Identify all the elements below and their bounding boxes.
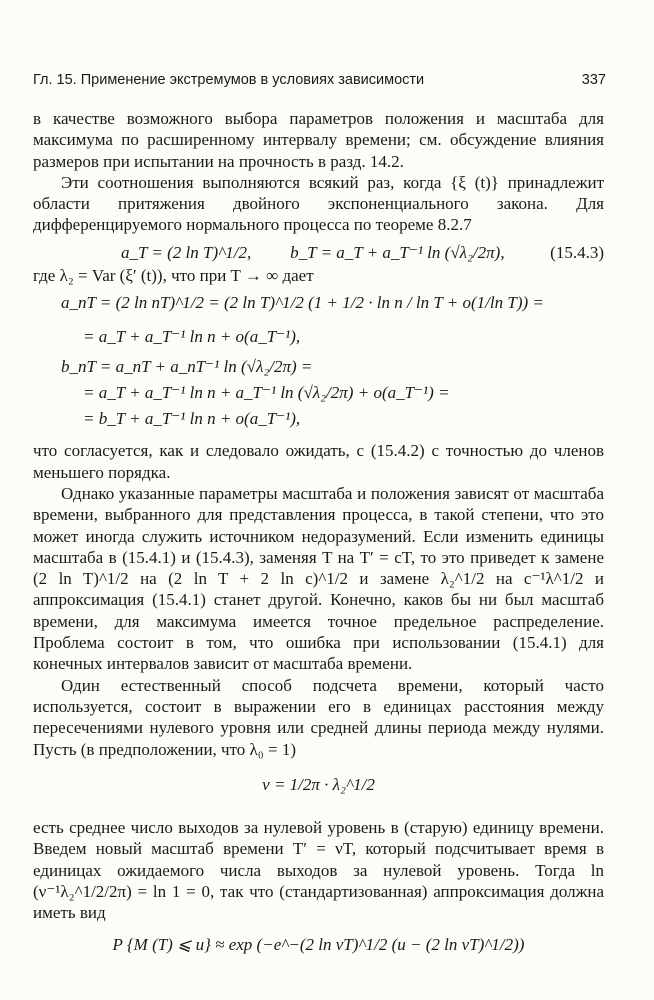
paragraph-4: что согласуется, как и следовало ожидать, с (15.4.2) с точностью до членов меньшего порядка. [33,441,604,482]
equation-line-1: a_nT = (2 ln nT)^1/2 = (2 ln T)^1/2 (1 + 1/2 · ln n / ln T + o(1/ln T)) = [61,293,544,313]
paragraph-6: Один естественный способ подсчета времени, который часто используется, состоит в выражении его в единицах расстояния между пересечениями нулевого уровня или средней длины периода между нулями. Пусть (в предположении, что λ₀ = 1) [33,675,604,759]
equation-block-a-nt [61,292,604,434]
equation-line-5: = b_T + a_T⁻¹ ln n + o(a_T⁻¹), [83,409,301,429]
paragraph-2: Эти соотношения выполняются всякий раз, когда {ξ (t)} принадлежит области притяжения двойного экспоненциального закона. Для дифференцируемого нормального процесса по теореме 8.2.7 [33,172,604,235]
paragraph-7: есть среднее число выходов за нулевой уровень в (старую) единицу времени. Введем новый масштаб времени T′ = νT, который подсчитывает время в единицах ожидаемого числа выходов за нулевой уровень. Тогда ln (ν⁻¹λ₂^1/2/2π) = ln 1 = 0, так что (стандартизованная) аппроксимация должна иметь вид [33,818,604,923]
equation-line-4: = a_T + a_T⁻¹ ln n + a_T⁻¹ ln (√λ₂/2π) + o(a_T⁻¹) = [83,383,450,403]
equation-number: (15.4.3) [550,242,604,262]
page-body [33,108,604,955]
paragraph-5: Однако указанные параметры масштаба и положения зависят от масштаба времени, выбранного для представления процесса, в такой степени, что это может иногда служить источником недоразумений. Если изменить единицы масштаба в (15.4.1) и (15.4.3), заменяя T на T′ = cT, то это приведет к замене (2 ln T)^1/2 на (2 ln T + 2 ln c)^1/2 и замене λ₂^1/2 на c⁻¹λ^1/2 и аппроксимация (15.4.1) станет другой. Конечно, каков бы ни был масштаб времени, для максимума имеется точное предельное распределение. Проблема состоит в том, что ошибка при использовании (15.4.1) для конечных интервалов зависит от масштаба времени. [33,483,604,674]
equation-15-4-3 [33,242,604,263]
equation-approximation: P {M (T) ⩽ u} ≈ exp (−e^−(2 ln νT)^1/2 (u − (2 ln νT)^1/2)) [112,934,525,954]
running-header [33,72,606,88]
equation-line-3: b_nT = a_nT + a_nT⁻¹ ln (√λ₂/2π) = [61,357,313,377]
chapter-title: Гл. 15. Применение экстремумов в условиях зависимости [33,72,425,88]
paragraph-3: где λ₂ = Var (ξ′ (t)), что при T → ∞ дает [33,266,314,286]
equation-a-t: a_T = (2 ln T)^1/2, [121,242,252,262]
paragraph-1: в качестве возможного выбора параметров положения и масштаба для максимума по расширенному интервалу времени; см. обсуждение влияния размеров при испытании на прочность в разд. 14.2. [33,109,604,171]
page-number: 337 [581,72,606,88]
equation-nu: ν = 1/2π · λ₂^1/2 [262,774,375,794]
equation-b-t: b_T = a_T + a_T⁻¹ ln (√λ₂/2π), [290,242,505,262]
equation-line-2: = a_T + a_T⁻¹ ln n + o(a_T⁻¹), [83,327,301,347]
